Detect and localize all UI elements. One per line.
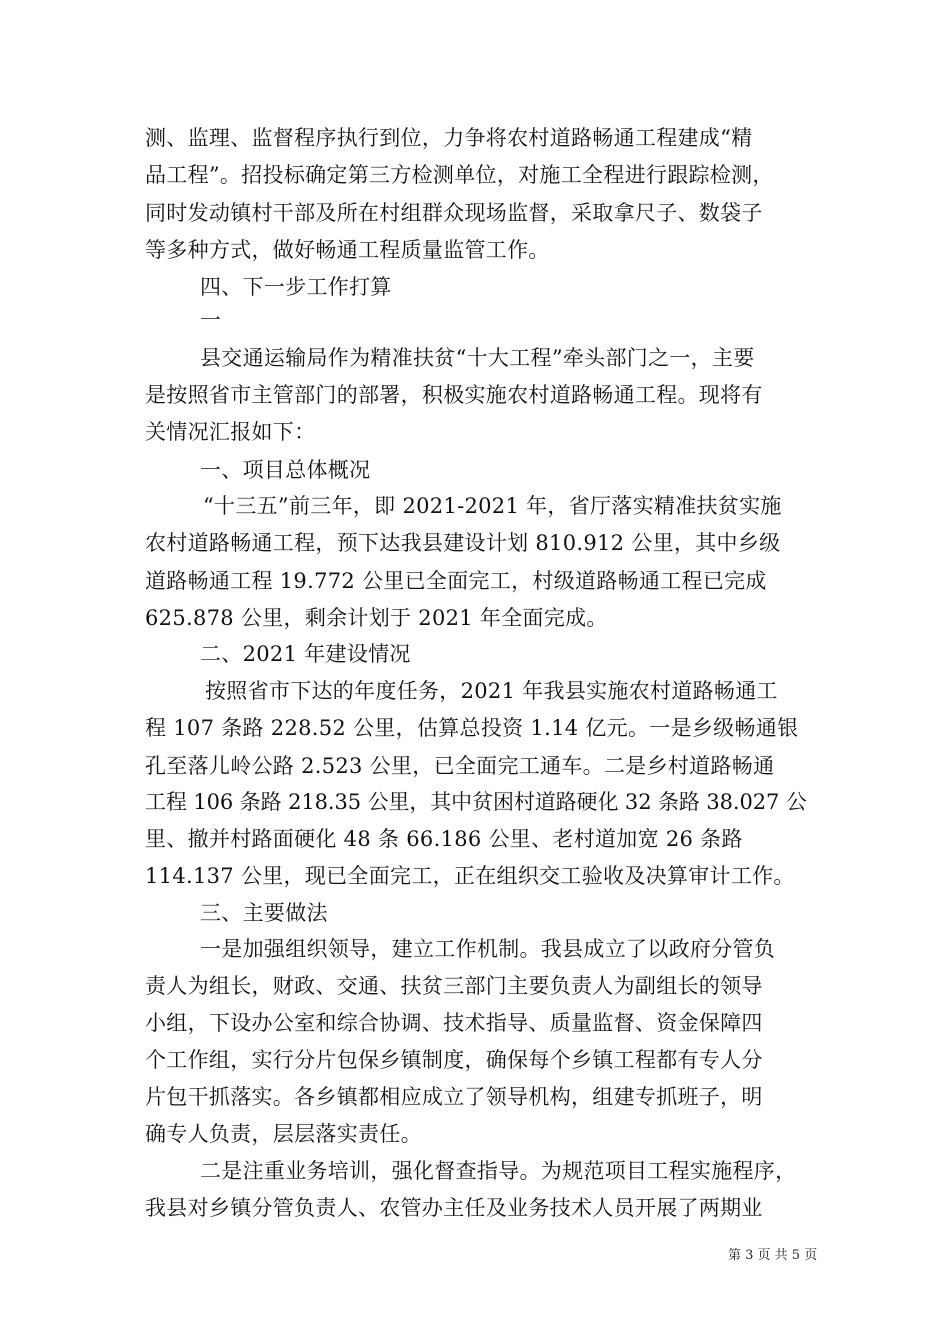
body-text-line: 小组，下设办公室和综合协调、技术指导、质量监督、资金保障四 xyxy=(145,1011,763,1035)
body-text-line: 工程 106 条路 218.35 公里，其中贫困村道路硬化 32 条路 38.027 公 xyxy=(145,790,807,814)
body-text-line: 一 xyxy=(200,308,222,332)
body-text-line: 农村道路畅通工程，预下达我县建设计划 810.912 公里，其中乡级 xyxy=(145,531,781,555)
body-text-line: 是按照省市主管部门的部署，积极实施农村道路畅通工程。现将有 xyxy=(145,383,763,407)
body-text-line: 我县对乡镇分管负责人、农管办主任及业务技术人员开展了两期业 xyxy=(145,1196,763,1220)
body-text-line: 按照省市下达的年度任务，2021 年我县实施农村道路畅通工 xyxy=(205,679,778,703)
body-text-line: 道路畅通工程 19.772 公里已全面完工，村级道路畅通工程已完成 xyxy=(145,569,767,593)
section-heading: 一、项目总体概况 xyxy=(200,458,371,482)
body-text-line: 县交通运输局作为精准扶贫“十大工程”牵头部门之一，主要 xyxy=(200,346,755,370)
body-text-line: 等多种方式，做好畅通工程质量监管工作。 xyxy=(145,238,550,262)
body-text-line: 关情况汇报如下： xyxy=(145,420,316,444)
body-text-line: 责人为组长，财政、交通、扶贫三部门主要负责人为副组长的领导 xyxy=(145,974,763,998)
section-heading: 四、下一步工作打算 xyxy=(200,275,392,299)
body-text-line: 孔至落儿岭公路 2.523 公里，已全面完工通车。二是乡村道路畅通 xyxy=(145,754,775,778)
body-text-line: 二是注重业务培训，强化督查指导。为规范项目工程实施程序， xyxy=(200,1159,797,1183)
section-heading: 二、2021 年建设情况 xyxy=(200,642,411,666)
body-text-line: 品工程”。招投标确定第三方检测单位，对施工全程进行跟踪检测， xyxy=(145,163,774,187)
body-text-line: 程 107 条路 228.52 公里，估算总投资 1.14 亿元。一是乡级畅通银 xyxy=(145,716,799,740)
body-text-line: 测、监理、监督程序执行到位，力争将农村道路畅通工程建成“精 xyxy=(145,126,753,150)
body-text-line: 625.878 公里，剩余计划于 2021 年全面完成。 xyxy=(145,606,608,630)
body-text-line: 确专人负责，层层落实责任。 xyxy=(145,1122,422,1146)
body-text-line: 里、撤并村路面硬化 48 条 66.186 公里、老村道加宽 26 条路 xyxy=(145,827,743,851)
page-number-footer: 第 3 页 共 5 页 xyxy=(728,1248,818,1263)
section-heading: 三、主要做法 xyxy=(200,901,328,925)
body-text-line: 114.137 公里，现已全面完工，正在组织交工验收及决算审计工作。 xyxy=(145,864,795,888)
body-text-line: “十三五”前三年，即 2021-2021 年，省厅落实精准扶贫实施 xyxy=(203,494,782,518)
body-text-line: 个工作组，实行分片包保乡镇制度，确保每个乡镇工程都有专人分 xyxy=(145,1048,763,1072)
body-text-line: 同时发动镇村干部及所在村组群众现场监督，采取拿尺子、数袋子 xyxy=(145,201,763,225)
body-text-line: 一是加强组织领导，建立工作机制。我县成立了以政府分管负 xyxy=(200,937,776,961)
body-text-line: 片包干抓落实。各乡镇都相应成立了领导机构，组建专抓班子，明 xyxy=(145,1085,763,1109)
